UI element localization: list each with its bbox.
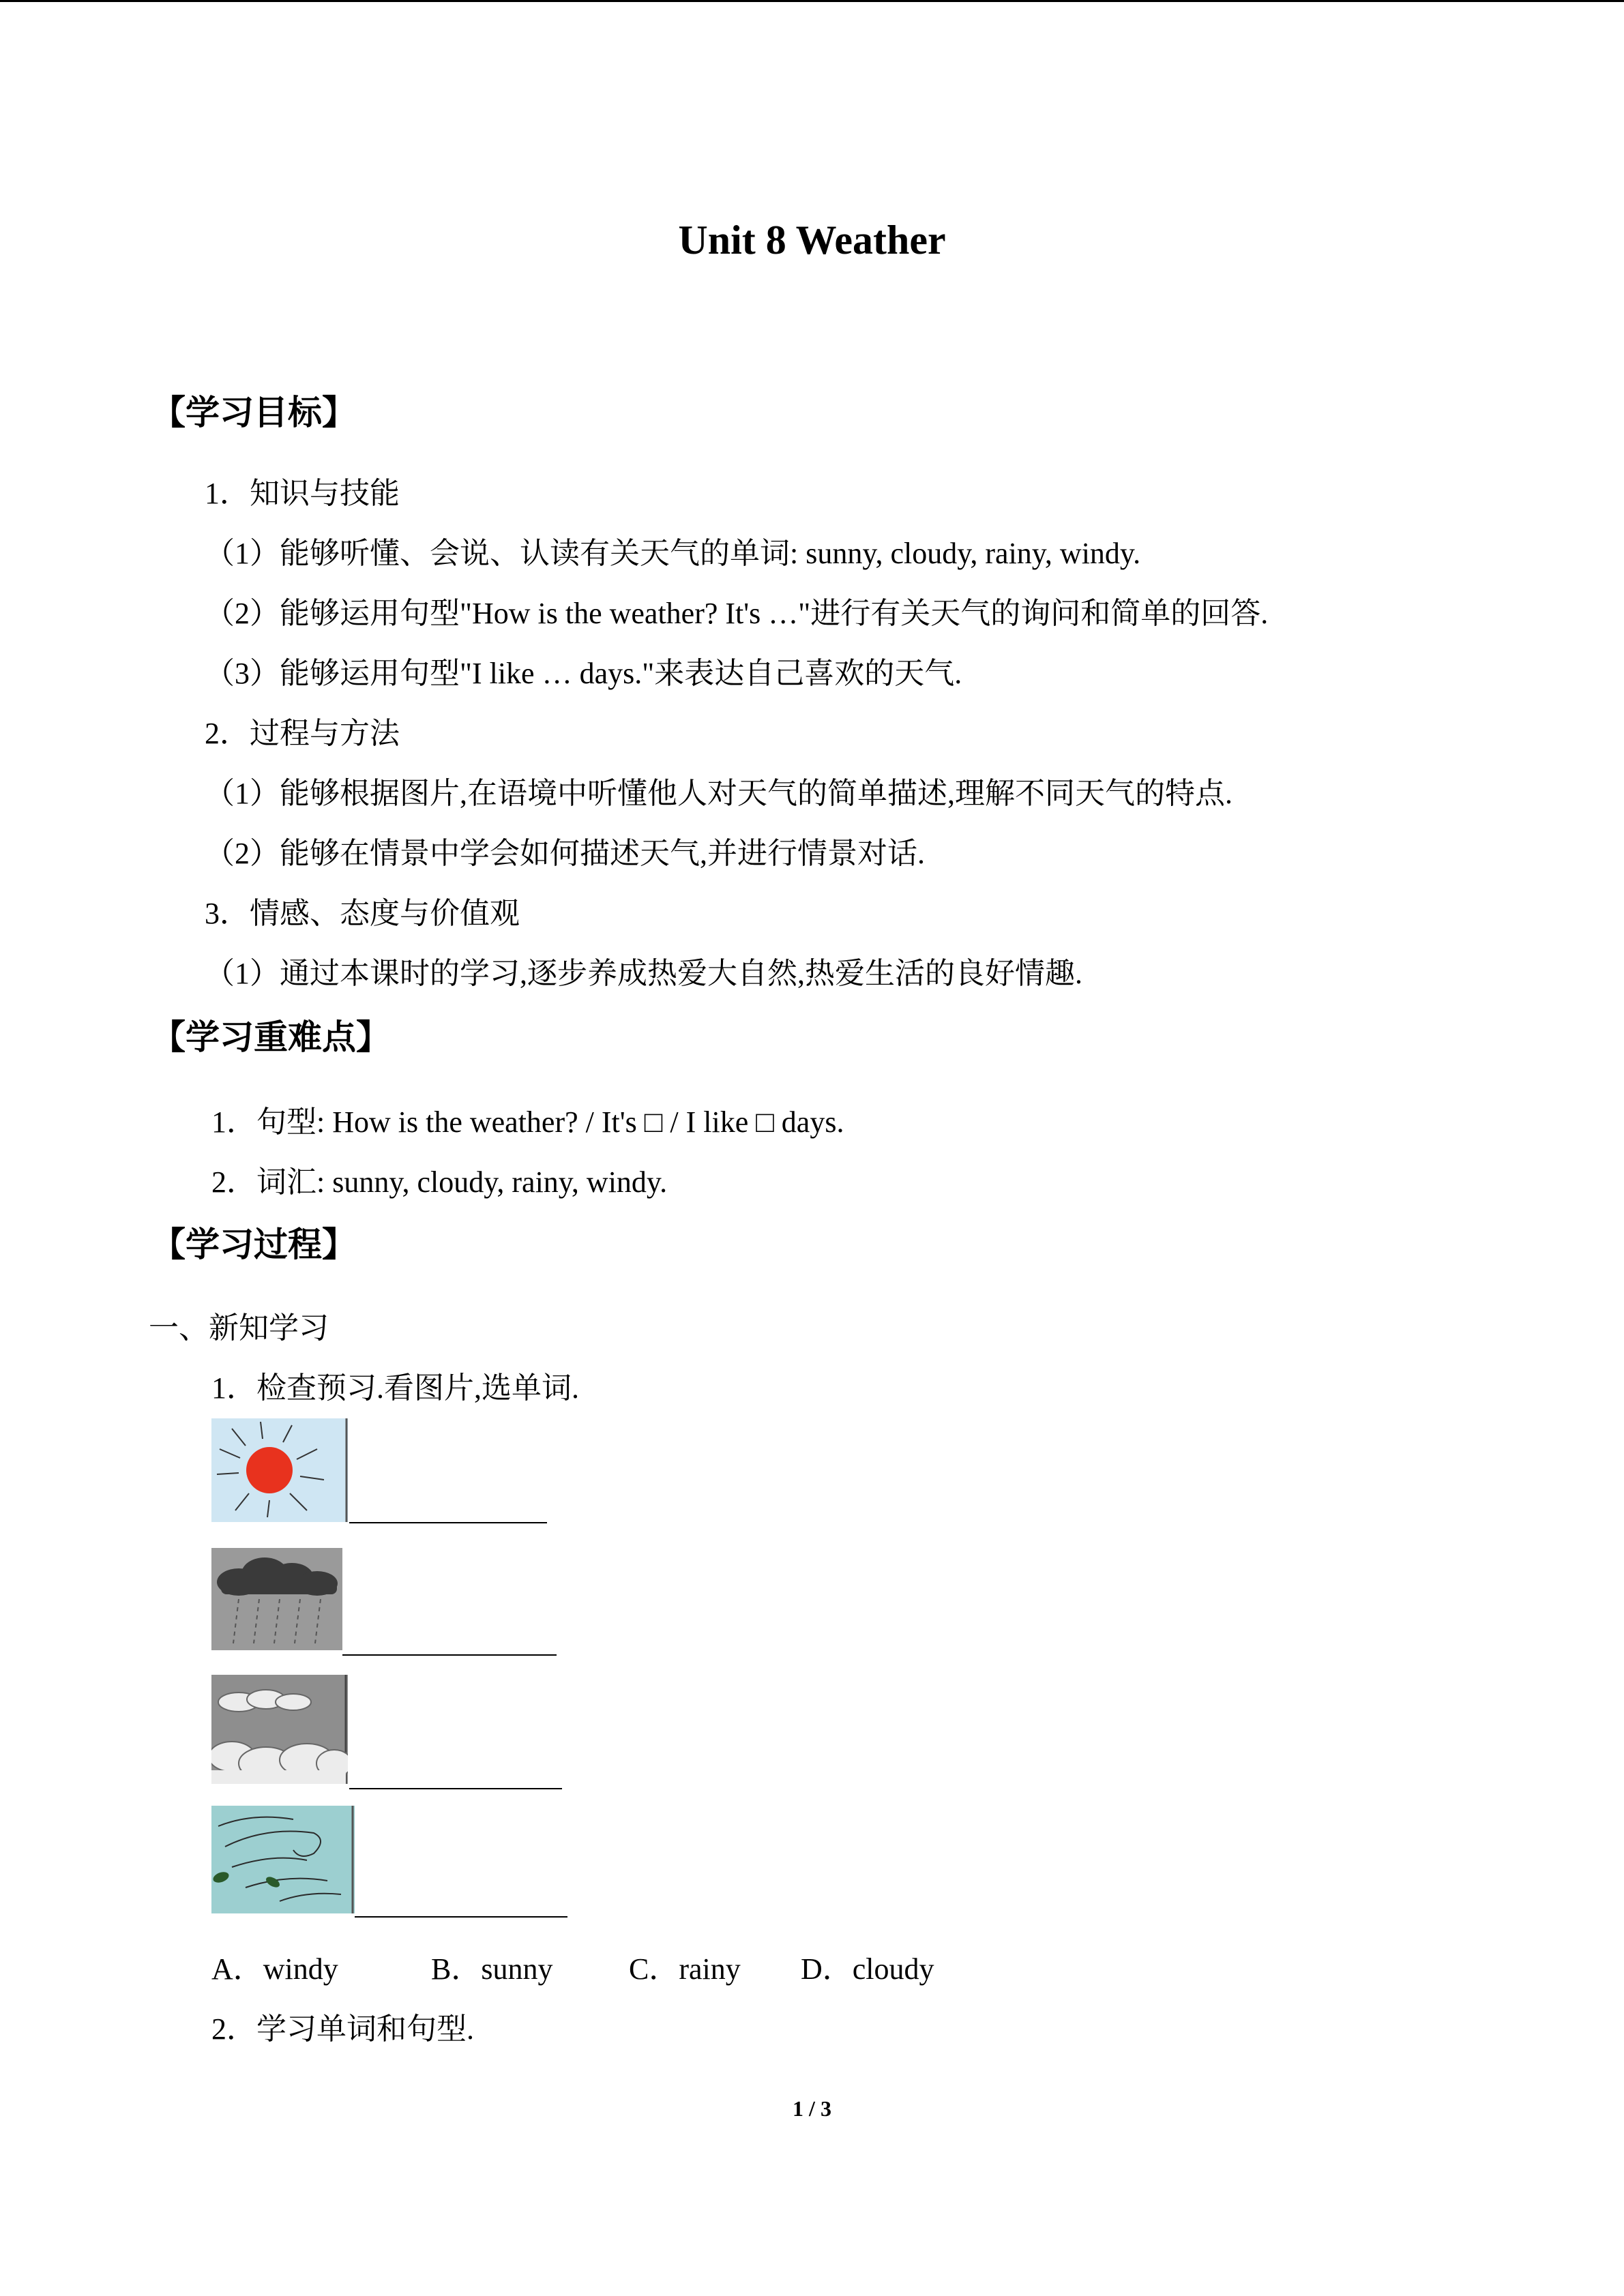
goal-line: （2）能够在情景中学会如何描述天气,并进行情景对话. [205, 837, 925, 870]
option-c: C．rainy [629, 1952, 741, 1986]
cloudy-icon [211, 1675, 348, 1784]
goal-line: （2）能够运用句型"How is the weather? It's …"进行有关天气的询问和简单的回答. [205, 597, 1269, 630]
key-point-line: 1．句型: How is the weather? / It's □ / I like □ days. [211, 1105, 844, 1139]
answer-blank-1[interactable] [349, 1522, 547, 1523]
page-number: 1 / 3 [793, 2096, 831, 2121]
exercise-instruction: 2．学习单词和句型. [211, 2012, 474, 2046]
document-title: Unit 8 Weather [678, 218, 946, 263]
sun-icon [211, 1418, 348, 1522]
answer-blank-2[interactable] [342, 1654, 557, 1656]
goal-line: （1）通过本课时的学习,逐步养成热爱大自然,热爱生活的良好情趣. [205, 957, 1082, 990]
goal-line: （1）能够根据图片,在语境中听懂他人对天气的简单描述,理解不同天气的特点. [205, 777, 1232, 810]
option-a: A．windy [211, 1952, 338, 1986]
goal-line: （1）能够听懂、会说、认读有关天气的单词: sunny, cloudy, rainy, windy. [205, 537, 1141, 570]
answer-blank-4[interactable] [355, 1916, 567, 1918]
goal-line: 2．过程与方法 [205, 717, 400, 750]
option-d: D．cloudy [801, 1952, 934, 1986]
heading-key-points: 【学习重难点】 [151, 1017, 390, 1057]
heading-learning-process: 【学习过程】 [151, 1225, 356, 1264]
answer-blank-3[interactable] [349, 1788, 562, 1789]
goal-line: 1．知识与技能 [205, 477, 400, 510]
option-b: B．sunny [431, 1952, 553, 1986]
wind-icon [211, 1806, 355, 1913]
part-heading: 一、新知学习 [149, 1311, 329, 1345]
exercise-instruction: 1．检查预习.看图片,选单词. [211, 1371, 579, 1405]
page-top-border [0, 0, 1624, 2]
goal-line: 3．情感、态度与价值观 [205, 897, 520, 930]
rain-cloud-icon [211, 1548, 342, 1650]
heading-learning-goals: 【学习目标】 [151, 393, 356, 432]
key-point-line: 2．词汇: sunny, cloudy, rainy, windy. [211, 1165, 668, 1199]
goal-line: （3）能够运用句型"I like … days."来表达自己喜欢的天气. [205, 657, 962, 690]
